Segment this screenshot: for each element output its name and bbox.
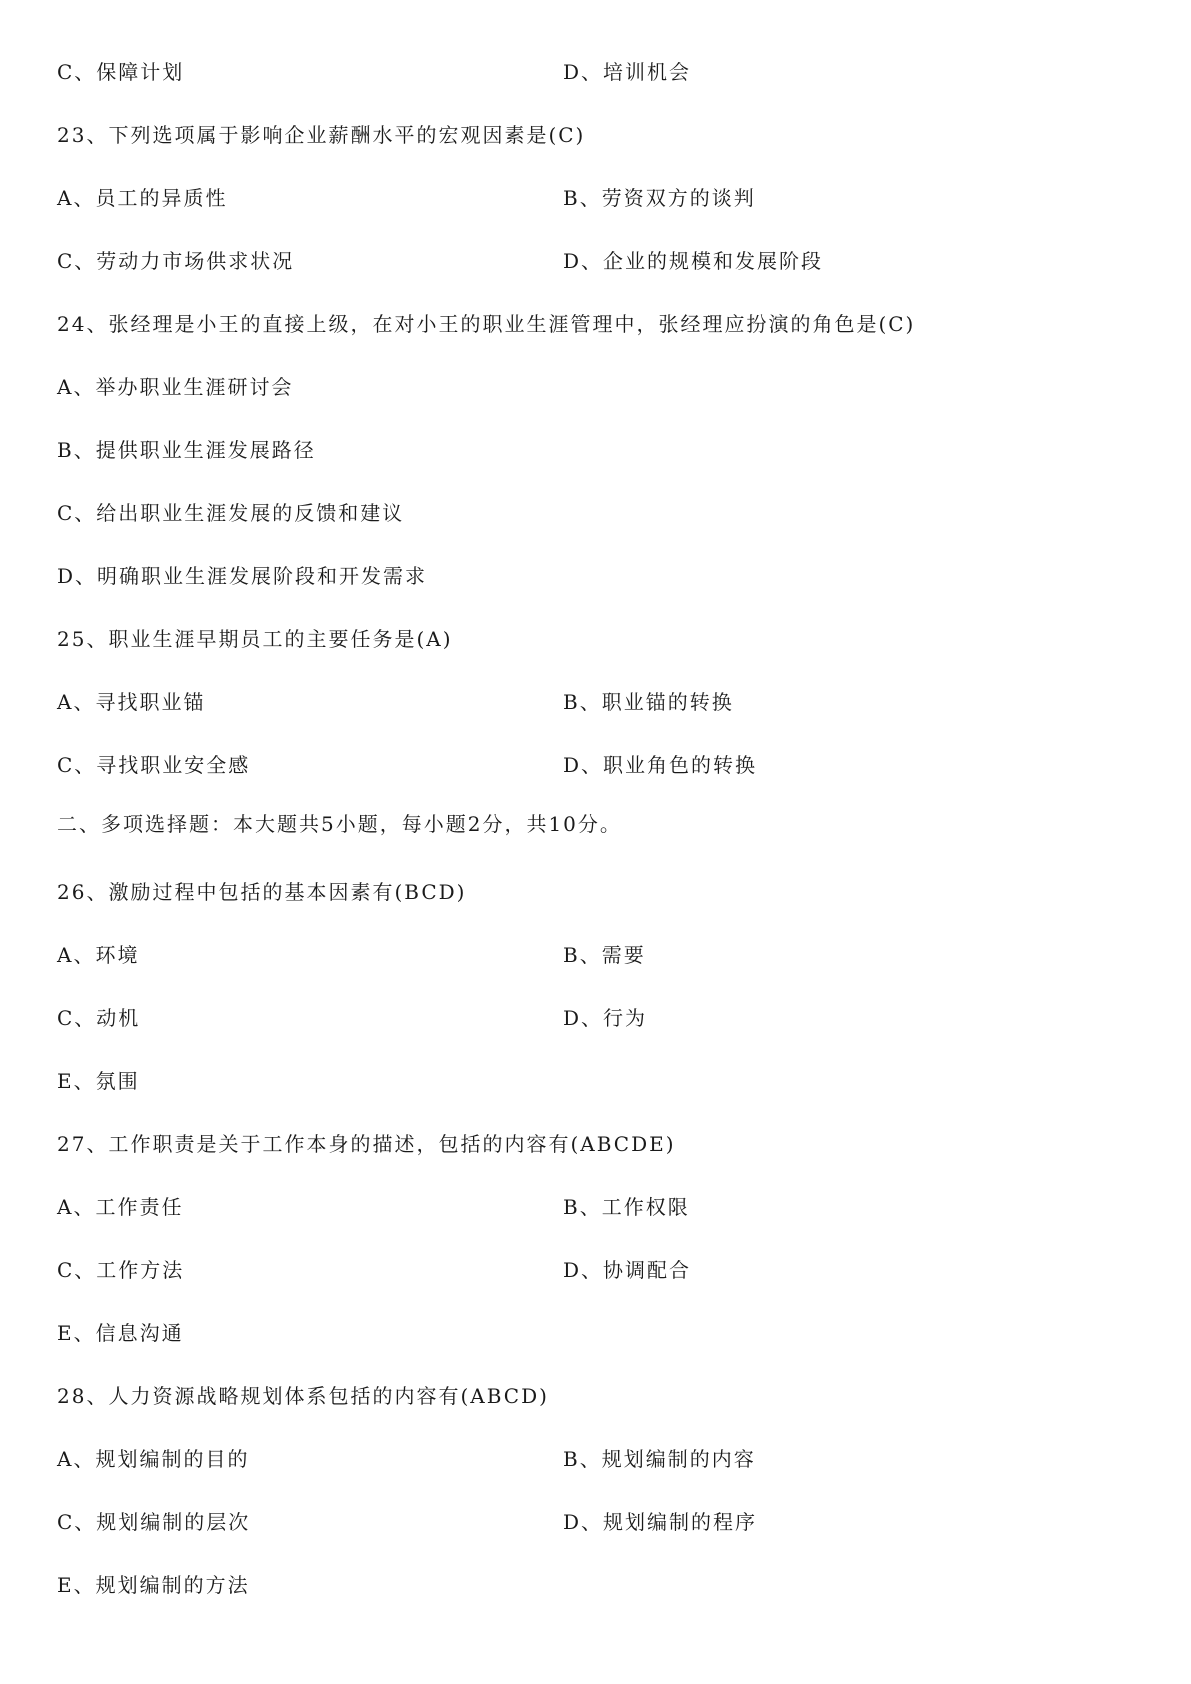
option-25-d: D、职业角色的转换: [563, 753, 758, 777]
option-25-b: B、职业锚的转换: [563, 690, 734, 714]
option-26-a: A、环境: [57, 943, 140, 967]
question-27: 27、工作职责是关于工作本身的描述，包括的内容有(ABCDE): [57, 1132, 676, 1156]
option-27-c: C、工作方法: [57, 1258, 185, 1282]
question-25: 25、职业生涯早期员工的主要任务是(A): [57, 627, 453, 651]
option-24-a: A、举办职业生涯研讨会: [57, 375, 294, 399]
option-26-d: D、行为: [563, 1006, 648, 1030]
option-23-c: C、劳动力市场供求状况: [57, 249, 295, 273]
question-26: 26、激励过程中包括的基本因素有(BCD): [57, 880, 467, 904]
option-25-c: C、寻找职业安全感: [57, 753, 251, 777]
question-28: 28、人力资源战略规划体系包括的内容有(ABCD): [57, 1384, 549, 1408]
option-23-d: D、企业的规模和发展阶段: [563, 249, 824, 273]
question-24: 24、张经理是小王的直接上级，在对小王的职业生涯管理中，张经理应扮演的角色是(C): [57, 312, 916, 336]
option-24-b: B、提供职业生涯发展路径: [57, 438, 316, 462]
option-22-d: D、培训机会: [563, 60, 692, 84]
option-24-c: C、给出职业生涯发展的反馈和建议: [57, 501, 405, 525]
question-23: 23、下列选项属于影响企业薪酬水平的宏观因素是(C): [57, 123, 586, 147]
option-23-b: B、劳资双方的谈判: [563, 186, 756, 210]
option-27-d: D、协调配合: [563, 1258, 692, 1282]
option-24-d: D、明确职业生涯发展阶段和开发需求: [57, 564, 428, 588]
option-25-a: A、寻找职业锚: [57, 690, 206, 714]
option-23-a: A、员工的异质性: [57, 186, 228, 210]
option-28-d: D、规划编制的程序: [563, 1510, 758, 1534]
option-22-c: C、保障计划: [57, 60, 185, 84]
option-28-a: A、规划编制的目的: [57, 1447, 250, 1471]
option-26-c: C、动机: [57, 1006, 141, 1030]
option-28-e: E、规划编制的方法: [57, 1573, 250, 1597]
option-27-b: B、工作权限: [563, 1195, 690, 1219]
section-heading-multiple-choice: 二、多项选择题：本大题共5小题，每小题2分，共10分。: [57, 812, 622, 836]
option-27-e: E、信息沟通: [57, 1321, 184, 1345]
option-27-a: A、工作责任: [57, 1195, 184, 1219]
option-28-c: C、规划编制的层次: [57, 1510, 251, 1534]
option-26-b: B、需要: [563, 943, 646, 967]
option-28-b: B、规划编制的内容: [563, 1447, 756, 1471]
option-26-e: E、氛围: [57, 1069, 140, 1093]
